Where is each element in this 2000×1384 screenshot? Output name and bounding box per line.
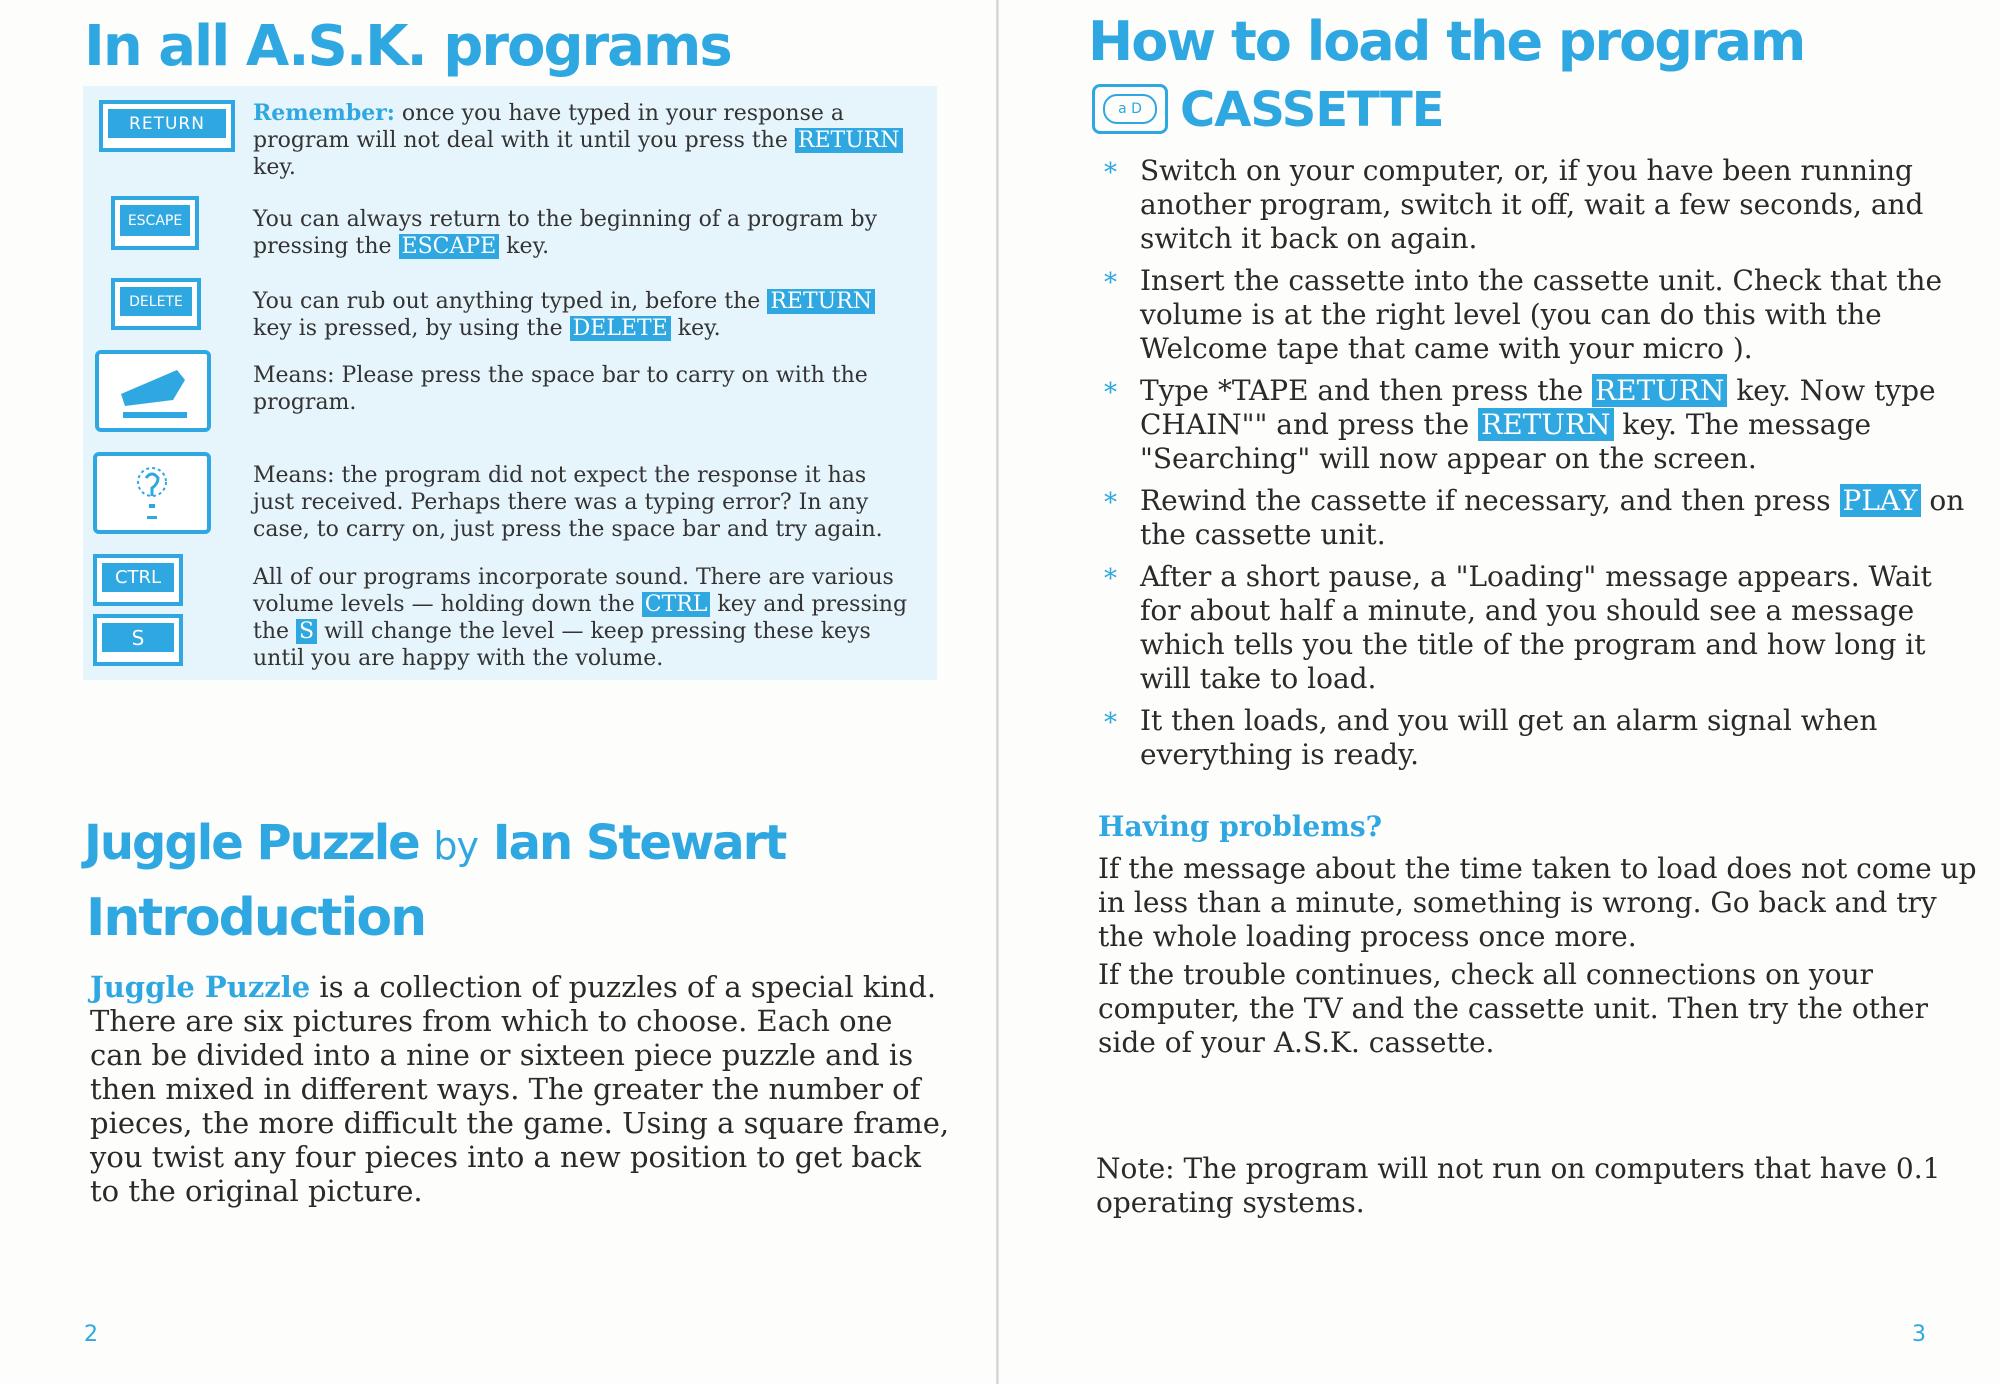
introduction-text: Juggle Puzzle is a collection of puzzles of a special kind. There are six pictures from which to choose. Each one can be divided into a nine or sixteen piece puzzle and is then mixed in different ways. The greater the number of pieces, the more difficult the game. Using a square frame, you twist any four pieces into a new position to get back to the original picture. xyxy=(90,970,950,1208)
problems-text: If the message about the time taken to load does not come up in less than a minute, something is wrong. Go back and try the whole loading process once more. If the trouble continues, check all connections on your computer, the TV and the cassette unit. Then try the other side of your A.S.K. cassette. xyxy=(1098,852,1977,1059)
remember-text: Remember: once you have typed in your response a program will not deal with it until you press the RETURN key. xyxy=(253,100,913,181)
star-icon: * xyxy=(1104,708,1117,738)
star-icon: * xyxy=(1104,378,1117,408)
space-bar-text: Means: Please press the space bar to carry on with the program. xyxy=(253,363,868,415)
play-key-highlight: PLAY xyxy=(1840,484,1921,517)
return-key-highlight: RETURN xyxy=(1592,374,1727,407)
step-1: * Switch on your computer, or, if you have been running another program, switch it off, wait a few seconds, and switch it back on again. xyxy=(1104,154,1924,255)
page-number-left: 2 xyxy=(84,1322,98,1347)
step-4: * Rewind the cassette if necessary, and then press PLAY on the cassette unit. xyxy=(1104,484,1965,551)
step-3: * Type *TAPE and then press the RETURN key. Now type CHAIN"" and press the RETURN key. The message "Searching" will now appear on the screen. xyxy=(1104,374,1936,475)
error-text: Means: the program did not expect the response it has just received. Perhaps there was a typing error? In any case, to carry on, just press the space bar and try again. xyxy=(253,463,883,542)
loading-steps xyxy=(1100,154,1980,780)
page-spine xyxy=(996,0,999,1384)
return-key-highlight: RETURN xyxy=(1478,408,1613,441)
return-key-icon: RETURN xyxy=(99,100,235,152)
step-6: * It then loads, and you will get an alarm signal when everything is ready. xyxy=(1104,704,1878,771)
right-page xyxy=(1000,0,2000,1384)
star-icon: * xyxy=(1104,268,1117,298)
ctrl-key-icon: CTRL xyxy=(93,554,183,606)
delete-text: You can rub out anything typed in, before the RETURN key is pressed, by using the DELETE key. xyxy=(253,288,913,342)
escape-key-icon: ESCAPE xyxy=(111,196,199,250)
star-icon: * xyxy=(1104,158,1117,188)
step-5: * After a short pause, a "Loading" message appears. Wait for about half a minute, and you should see a message which tells you the title of the program and how long it will take to load. xyxy=(1104,560,1932,695)
step-2: * Insert the cassette into the cassette unit. Check that the volume is at the right level (you can do this with the Welcome tape that came with your micro ). xyxy=(1104,264,1943,365)
note-text: Note: The program will not run on computers that have 0.1 operating systems. xyxy=(1096,1152,1941,1219)
s-key-highlight: S xyxy=(296,619,317,644)
escape-text: You can always return to the beginning of a program by pressing the ESCAPE key. xyxy=(253,207,878,259)
juggle-puzzle-title: Juggle Puzzle by Ian Stewart xyxy=(84,815,786,871)
return-key-highlight: RETURN xyxy=(795,128,903,153)
escape-key-highlight: ESCAPE xyxy=(399,234,500,259)
page-number-right: 3 xyxy=(1912,1322,1926,1347)
cassette-heading: CASSETTE xyxy=(1180,82,1444,138)
question-mark-icon xyxy=(93,452,211,534)
having-problems-heading: Having problems? xyxy=(1098,810,1383,843)
sound-text: All of our programs incorporate sound. There are various volume levels — holding down the CTRL key and pressing the S will change the level — keep pressing these keys until you are happy with the volume. xyxy=(253,565,908,671)
introduction-heading: Introduction xyxy=(86,888,426,948)
star-icon: * xyxy=(1104,564,1117,594)
load-program-title: How to load the program xyxy=(1088,10,1805,73)
ask-programs-title: In all A.S.K. programs xyxy=(84,14,731,79)
ctrl-key-highlight: CTRL xyxy=(642,592,711,617)
left-page xyxy=(0,0,996,1384)
return-key-highlight-2: RETURN xyxy=(767,289,875,314)
space-bar-icon xyxy=(95,350,211,432)
cassette-icon: a D xyxy=(1092,84,1168,134)
key-reminder-box xyxy=(83,86,937,680)
delete-key-icon: DELETE xyxy=(111,278,201,330)
s-key-icon: S xyxy=(93,614,183,666)
star-icon: * xyxy=(1104,488,1117,518)
delete-key-highlight: DELETE xyxy=(570,316,671,341)
